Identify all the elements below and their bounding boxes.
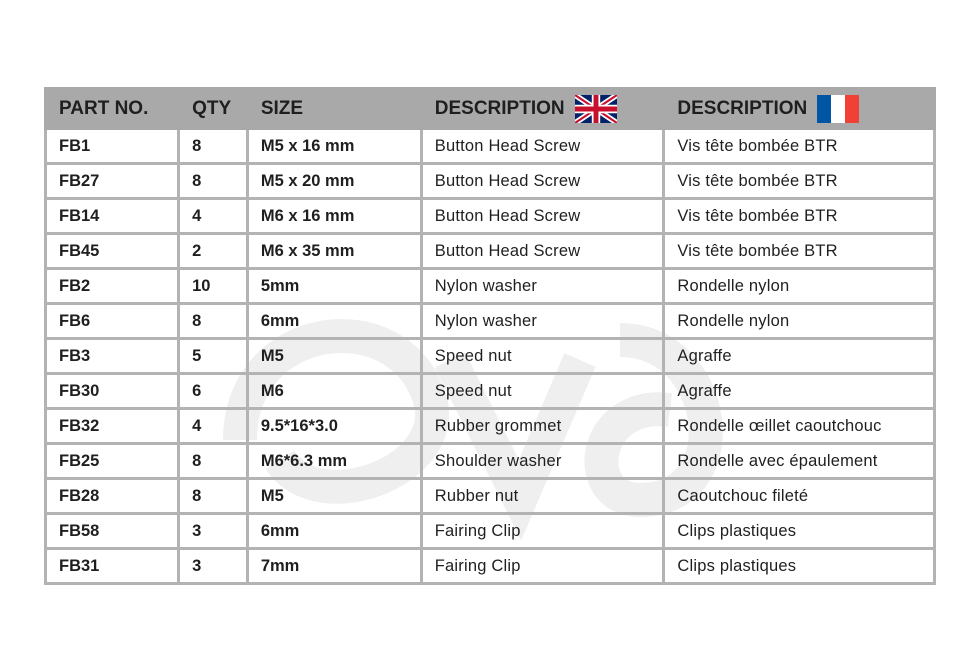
description-en-cell: Rubber grommet [421, 409, 664, 444]
part-no-cell: FB1 [46, 129, 179, 164]
qty-cell: 4 [179, 199, 248, 234]
qty-cell: 8 [179, 479, 248, 514]
description-fr-cell: Rondelle nylon [664, 269, 935, 304]
description-en-cell: Nylon washer [421, 269, 664, 304]
description-en-cell: Nylon washer [421, 304, 664, 339]
size-cell: M5 x 16 mm [247, 129, 421, 164]
description-en-cell: Shoulder washer [421, 444, 664, 479]
table-row [46, 199, 935, 234]
size-cell: M5 [247, 339, 421, 374]
description-fr-cell: Rondelle avec épaulement [664, 444, 935, 479]
size-cell: M5 x 20 mm [247, 164, 421, 199]
table-row [46, 304, 935, 339]
uk-flag-icon [575, 95, 617, 123]
parts-table [44, 87, 936, 585]
size-cell: M6 x 16 mm [247, 199, 421, 234]
table-header-row [46, 89, 935, 129]
table-row [46, 549, 935, 584]
qty-cell: 8 [179, 304, 248, 339]
size-cell: M6*6.3 mm [247, 444, 421, 479]
description-en-cell: Fairing Clip [421, 514, 664, 549]
header-description-en [421, 89, 664, 129]
header-part-no: PART NO. [46, 89, 179, 129]
table-row [46, 129, 935, 164]
qty-cell: 2 [179, 234, 248, 269]
qty-cell: 8 [179, 164, 248, 199]
part-no-cell: FB45 [46, 234, 179, 269]
qty-cell: 6 [179, 374, 248, 409]
description-fr-cell: Agraffe [664, 374, 935, 409]
part-no-cell: FB30 [46, 374, 179, 409]
description-fr-cell: Clips plastiques [664, 514, 935, 549]
description-en-cell: Button Head Screw [421, 129, 664, 164]
table-row [46, 444, 935, 479]
header-description-fr [664, 89, 935, 129]
part-no-cell: FB6 [46, 304, 179, 339]
part-no-cell: FB14 [46, 199, 179, 234]
size-cell: M5 [247, 479, 421, 514]
part-no-cell: FB32 [46, 409, 179, 444]
qty-cell: 3 [179, 514, 248, 549]
size-cell: 6mm [247, 514, 421, 549]
qty-cell: 10 [179, 269, 248, 304]
size-cell: 7mm [247, 549, 421, 584]
size-cell: M6 [247, 374, 421, 409]
header-description-fr-label: DESCRIPTION [677, 97, 808, 119]
description-en-cell: Button Head Screw [421, 199, 664, 234]
size-cell: 9.5*16*3.0 [247, 409, 421, 444]
part-no-cell: FB25 [46, 444, 179, 479]
france-flag-icon [817, 95, 859, 123]
part-no-cell: FB31 [46, 549, 179, 584]
description-en-cell: Button Head Screw [421, 234, 664, 269]
description-en-cell: Button Head Screw [421, 164, 664, 199]
header-size: SIZE [247, 89, 421, 129]
part-no-cell: FB2 [46, 269, 179, 304]
description-fr-cell: Vis tête bombée BTR [664, 234, 935, 269]
table-row [46, 374, 935, 409]
description-fr-cell: Vis tête bombée BTR [664, 164, 935, 199]
table-row [46, 234, 935, 269]
qty-cell: 4 [179, 409, 248, 444]
description-fr-cell: Rondelle nylon [664, 304, 935, 339]
qty-cell: 5 [179, 339, 248, 374]
table-row [46, 409, 935, 444]
part-no-cell: FB27 [46, 164, 179, 199]
description-en-cell: Fairing Clip [421, 549, 664, 584]
part-no-cell: FB28 [46, 479, 179, 514]
qty-cell: 3 [179, 549, 248, 584]
description-fr-cell: Clips plastiques [664, 549, 935, 584]
size-cell: M6 x 35 mm [247, 234, 421, 269]
table-row [46, 269, 935, 304]
part-no-cell: FB58 [46, 514, 179, 549]
table-row [46, 339, 935, 374]
description-fr-cell: Caoutchouc fileté [664, 479, 935, 514]
table-row [46, 514, 935, 549]
description-fr-cell: Vis tête bombée BTR [664, 199, 935, 234]
description-fr-cell: Agraffe [664, 339, 935, 374]
part-no-cell: FB3 [46, 339, 179, 374]
description-fr-cell: Vis tête bombée BTR [664, 129, 935, 164]
description-en-cell: Rubber nut [421, 479, 664, 514]
header-qty: QTY [179, 89, 248, 129]
size-cell: 5mm [247, 269, 421, 304]
size-cell: 6mm [247, 304, 421, 339]
header-description-en-label: DESCRIPTION [434, 97, 565, 119]
table-row [46, 479, 935, 514]
description-en-cell: Speed nut [421, 374, 664, 409]
description-fr-cell: Rondelle œillet caoutchouc [664, 409, 935, 444]
description-en-cell: Speed nut [421, 339, 664, 374]
qty-cell: 8 [179, 129, 248, 164]
table-row [46, 164, 935, 199]
qty-cell: 8 [179, 444, 248, 479]
